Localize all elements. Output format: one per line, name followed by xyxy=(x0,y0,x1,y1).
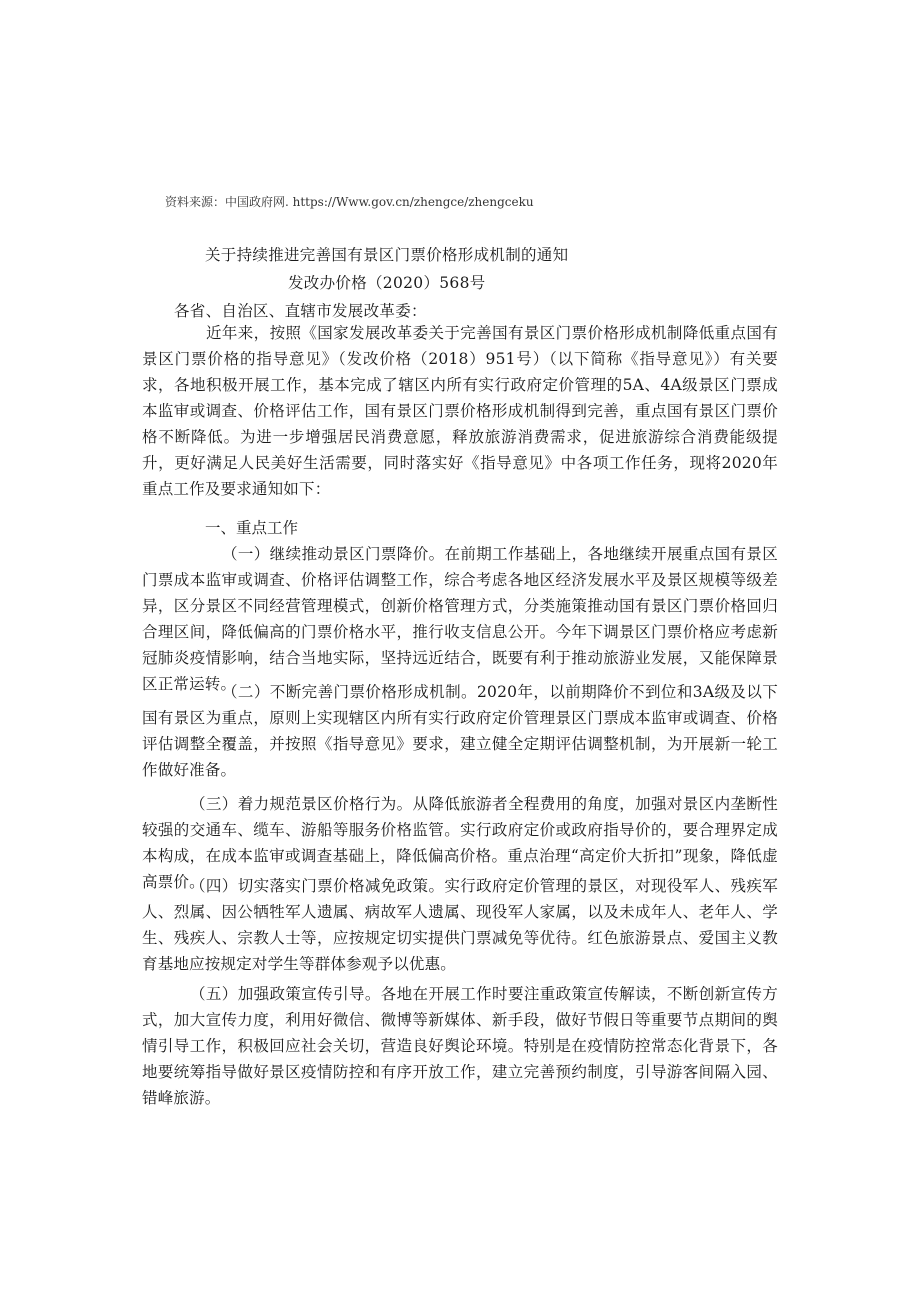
item-paragraph-3: （三）着力规范景区价格行为。从降低旅游者全程费用的角度，加强对景区内垄断性较强的交通车、缆车、游船等服务价格监管。实行政府定价或政府指导价的，要合理界定成本构成，在成本监审或调查基础上，降低偏高价格。重点治理“高定价大折扣”现象，降低虚高票价。 xyxy=(142,795,778,891)
notice-title: 关于持续推进完善国有景区门票价格形成机制的通知 xyxy=(205,246,569,264)
item-paragraph-2: （二）不断完善门票价格形成机制。2020年，以前期降价不到位和3A级及以下国有景区为重点，原则上实现辖区内所有实行政府定价管理景区门票成本监审或调查、价格评估调整全覆盖，并按照《指导意见》要求，建立健全定期评估调整机制，为开展新一轮工作做好准备。 xyxy=(142,683,778,779)
item-paragraph-1: （一）继续推动景区门票降价。在前期工作基础上，各地继续开展重点国有景区门票成本监审或调查、价格评估调整工作，综合考虑各地区经济发展水平及景区规模等级差异，区分景区不同经营管理模式，创新价格管理方式，分类施策推动国有景区门票价格回归合理区间，降低偏高的门票价格水平，推行收支信息公开。今年下调景区门票价格应考虑新冠肺炎疫情影响，结合当地实际，坚持远近结合，既要有利于推动旅游业发展，又能保障景区正常运转。 xyxy=(142,545,778,693)
section-heading: 一、重点工作 xyxy=(205,519,299,537)
item-paragraph-4: （四）切实落实门票价格减免政策。实行政府定价管理的景区，对现役军人、残疾军人、烈属、因公牺牲军人遗属、病故军人遗属、现役军人家属，以及未成年人、老年人、学生、残疾人、宗教人士等，应按规定切实提供门票减免等优待。红色旅游景点、爱国主义教育基地应按规定对学生等群体参观予以优惠。 xyxy=(142,877,778,973)
item-paragraph-5: （五）加强政策宣传引导。各地在开展工作时要注重政策宣传解读，不断创新宣传方式，加大宣传力度，利用好微信、微博等新媒体、新手段，做好节假日等重要节点期间的舆情引导工作，积极回应社会关切，营造良好舆论环境。特别是在疫情防控常态化背景下，各地要统筹指导做好景区疫情防控和有序开放工作，建立完善预约制度，引导游客间隔入园、错峰旅游。 xyxy=(142,985,778,1107)
source-line: 资料来源：中国政府网. https://Www.gov.cn/zhengce/zhengceku xyxy=(165,195,534,209)
addressee: 各省、自治区、直辖市发展改革委： xyxy=(174,302,427,320)
intro-paragraph: 近年来，按照《国家发展改革委关于完善国有景区门票价格形成机制降低重点国有景区门票价格的指导意见》（发改价格（2018）951号）（以下简称《指导意见》）有关要求，各地积极开展工作，基本完成了辖区内所有实行政府定价管理的5A、4A级景区门票成本监审或调查、价格评估工作，国有景区门票价格形成机制得到完善，重点国有景区门票价格不断降低。为进一步增强居民消费意愿，释放旅游消费需求，促进旅游综合消费能级提升，更好满足人民美好生活需要，同时落实好《指导意见》中各项工作任务，现将2020年重点工作及要求通知如下： xyxy=(142,324,778,498)
document-number: 发改办价格（2020）568号 xyxy=(288,274,486,292)
